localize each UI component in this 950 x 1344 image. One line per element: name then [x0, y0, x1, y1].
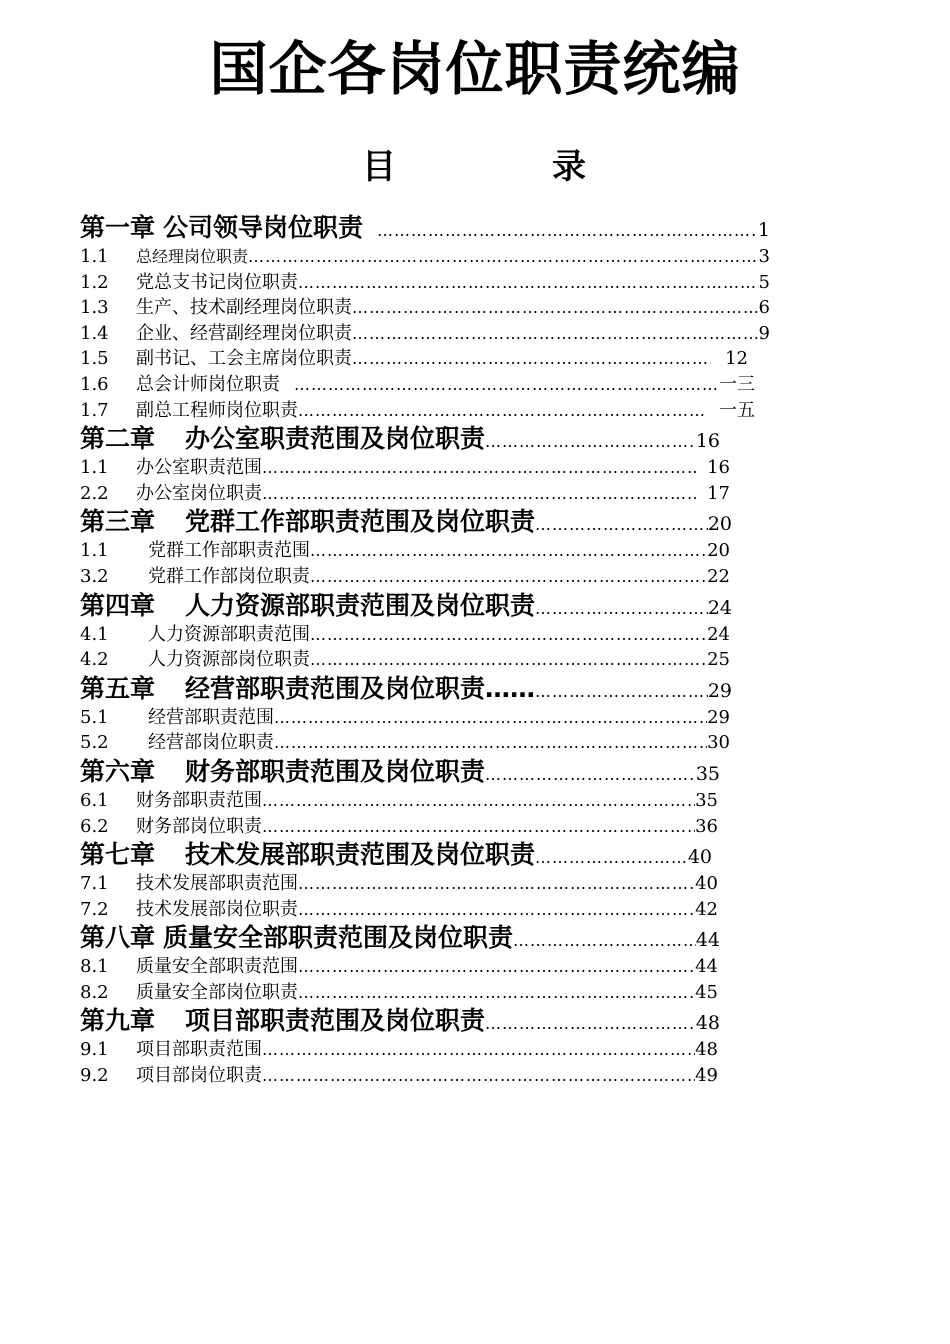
toc-page: 17 — [707, 482, 730, 504]
toc-leader — [485, 1008, 696, 1037]
toc-number: 8.1 — [80, 956, 109, 978]
toc-entry[interactable] — [80, 270, 770, 296]
toc-leader — [298, 270, 759, 296]
toc-page: 48 — [695, 1039, 718, 1061]
toc-entry[interactable] — [80, 980, 718, 1006]
toc-number: 1.7 — [80, 399, 109, 421]
toc-entry[interactable] — [80, 455, 730, 481]
toc-number: 第四章 — [80, 590, 156, 620]
toc-page: 29 — [707, 679, 732, 702]
toc-number: 9.1 — [80, 1039, 109, 1061]
toc-page: 12 — [725, 348, 748, 370]
toc-title: 技术发展部岗位职责 — [136, 898, 298, 920]
toc-page: 20 — [707, 513, 732, 536]
toc-entry[interactable] — [80, 538, 730, 564]
toc-number: 3.2 — [80, 565, 109, 587]
toc-number: 6.1 — [80, 789, 109, 811]
toc-title: 经营部职责范围 — [148, 706, 274, 728]
toc-title: 财务部职责范围及岗位职责 — [185, 756, 486, 786]
toc-leader — [535, 593, 708, 622]
toc-entry[interactable] — [80, 954, 718, 980]
toc-title: 办公室职责范围及岗位职责 — [185, 424, 486, 454]
toc-page: 40 — [695, 873, 718, 895]
toc-leader — [262, 788, 695, 814]
toc-number: 1.4 — [80, 322, 109, 344]
toc-leader — [262, 481, 697, 507]
toc-leader — [485, 426, 696, 455]
toc-entry[interactable] — [80, 647, 730, 673]
toc-entry[interactable] — [80, 295, 770, 321]
toc-chapter[interactable] — [80, 1005, 720, 1037]
toc-number: 第二章 — [80, 424, 156, 454]
toc-leader — [298, 897, 695, 923]
toc-leader — [298, 954, 695, 980]
toc-title: 财务部职责范围 — [136, 789, 262, 811]
toc-title: 党群工作部职责范围 — [148, 540, 310, 562]
toc-number: 1.6 — [80, 373, 109, 395]
toc-number: 第七章 — [80, 840, 156, 870]
toc-page: 49 — [695, 1065, 718, 1087]
toc-number: 1.1 — [80, 457, 109, 479]
toc-leader — [310, 564, 707, 590]
toc-entry[interactable] — [80, 244, 770, 270]
toc-leader — [535, 842, 688, 871]
toc-entry[interactable] — [80, 871, 718, 897]
toc-heading — [0, 145, 950, 189]
toc-entry[interactable] — [80, 705, 730, 731]
toc-entry[interactable] — [80, 398, 755, 424]
toc-page: 48 — [695, 1012, 720, 1035]
toc-page: 29 — [707, 706, 730, 728]
toc-leader — [535, 509, 708, 538]
toc-leader — [352, 321, 759, 347]
toc-chapter[interactable] — [80, 590, 732, 622]
toc-number: 4.1 — [80, 623, 109, 645]
toc-page: 35 — [695, 762, 720, 785]
toc-title: 人力资源部岗位职责 — [148, 649, 310, 671]
toc-page: 5 — [758, 271, 770, 293]
toc-leader — [262, 814, 695, 840]
toc-number: 1.2 — [80, 271, 109, 293]
toc-number: 第一章 — [80, 213, 156, 242]
toc-number: 1.3 — [80, 297, 109, 319]
toc-leader — [485, 759, 696, 788]
toc-entry[interactable] — [80, 346, 770, 372]
toc-leader — [274, 730, 707, 756]
toc-page: 30 — [707, 732, 730, 754]
toc-page: 9 — [758, 322, 770, 344]
toc-leader — [352, 346, 711, 372]
toc-title: 项目部职责范围及岗位职责 — [185, 1006, 486, 1036]
toc-title: 党总支书记岗位职责 — [136, 271, 298, 293]
toc-chapter[interactable] — [80, 922, 720, 954]
document-title: 国企各岗位职责统编 — [209, 35, 741, 103]
toc-page: 36 — [695, 815, 718, 837]
toc-number: 7.1 — [80, 873, 109, 895]
toc-title: 副书记、工会主席岗位职责 — [136, 348, 352, 370]
toc-page: 20 — [707, 540, 730, 562]
toc-leader — [535, 676, 708, 705]
toc-number: 1.1 — [80, 246, 109, 267]
toc-page: 35 — [695, 789, 718, 811]
toc-leader — [274, 705, 707, 731]
toc-page: 一三 — [719, 373, 755, 395]
toc-heading-char-2: 录 — [552, 147, 586, 187]
toc-number: 第八章 — [80, 923, 156, 953]
toc-title: 项目部职责范围 — [136, 1039, 262, 1061]
toc-page: 45 — [695, 981, 718, 1003]
toc-title: 技术发展部职责范围及岗位职责 — [185, 840, 536, 870]
toc-title: 公司领导岗位职责 — [163, 213, 364, 242]
toc-number: 2.2 — [80, 482, 109, 504]
toc-leader — [352, 295, 759, 321]
toc-entry[interactable] — [80, 730, 730, 756]
toc-number: 1.1 — [80, 540, 109, 562]
toc-heading-char-1: 目 — [362, 147, 396, 187]
toc-number: 6.2 — [80, 815, 109, 837]
toc-title: 人力资源部职责范围 — [148, 623, 310, 645]
toc-number: 1.5 — [80, 348, 109, 370]
toc-leader — [377, 215, 758, 244]
toc-title: 质量安全部职责范围及岗位职责 — [163, 923, 514, 953]
toc-leader — [310, 622, 707, 648]
toc-title: 经营部职责范围及岗位职责…… — [185, 673, 536, 703]
toc-title: 办公室岗位职责 — [136, 482, 262, 504]
toc-chapter[interactable] — [80, 839, 712, 871]
table-of-contents — [80, 212, 770, 1089]
toc-leader — [298, 398, 705, 424]
toc-title: 总经理岗位职责 — [136, 247, 249, 266]
toc-entry[interactable] — [80, 564, 730, 590]
toc-number: 9.2 — [80, 1065, 109, 1087]
toc-page: 24 — [707, 596, 732, 619]
toc-title: 党群工作部职责范围及岗位职责 — [185, 507, 536, 537]
toc-title: 项目部岗位职责 — [136, 1065, 262, 1087]
toc-number: 5.1 — [80, 706, 109, 728]
toc-chapter[interactable] — [80, 673, 732, 705]
toc-number: 第五章 — [80, 673, 156, 703]
toc-entry[interactable] — [80, 814, 718, 840]
toc-title: 党群工作部岗位职责 — [148, 565, 310, 587]
toc-entry[interactable] — [80, 788, 718, 814]
toc-chapter[interactable] — [80, 423, 720, 455]
toc-page: 3 — [758, 246, 770, 267]
toc-title: 副总工程师岗位职责 — [136, 399, 298, 421]
toc-page: 40 — [687, 846, 712, 869]
toc-number: 5.2 — [80, 732, 109, 754]
toc-chapter[interactable] — [80, 506, 732, 538]
toc-entry[interactable] — [80, 1037, 718, 1063]
toc-number: 第九章 — [80, 1006, 156, 1036]
toc-number: 8.2 — [80, 981, 109, 1003]
toc-page: 25 — [707, 649, 730, 671]
toc-entry[interactable] — [80, 897, 718, 923]
toc-leader — [310, 647, 707, 673]
toc-entry[interactable] — [80, 372, 755, 398]
toc-leader — [294, 372, 719, 398]
toc-leader — [513, 925, 696, 954]
toc-entry[interactable] — [80, 622, 730, 648]
toc-number: 第三章 — [80, 507, 156, 537]
toc-title: 技术发展部职责范围 — [136, 873, 298, 895]
toc-entry[interactable] — [80, 321, 770, 347]
toc-leader — [298, 871, 695, 897]
toc-title: 财务部岗位职责 — [136, 815, 262, 837]
toc-page: 22 — [707, 565, 730, 587]
toc-entry[interactable] — [80, 481, 730, 507]
toc-leader — [248, 244, 759, 270]
toc-number: 第六章 — [80, 756, 156, 786]
toc-title: 人力资源部职责范围及岗位职责 — [185, 590, 536, 620]
toc-page: 6 — [758, 297, 770, 319]
toc-page: 16 — [707, 457, 730, 479]
toc-title: 生产、技术副经理岗位职责 — [136, 297, 352, 319]
toc-leader — [262, 455, 697, 481]
toc-chapter[interactable] — [80, 756, 720, 788]
toc-leader — [262, 1037, 695, 1063]
toc-title: 经营部岗位职责 — [148, 732, 274, 754]
toc-leader — [298, 980, 695, 1006]
toc-page: 1 — [757, 219, 770, 241]
toc-title: 企业、经营副经理岗位职责 — [136, 322, 352, 344]
toc-title: 质量安全部职责范围 — [136, 956, 298, 978]
toc-title: 总会计师岗位职责 — [136, 373, 280, 395]
toc-page: 44 — [695, 956, 718, 978]
toc-number: 4.2 — [80, 649, 109, 671]
toc-number: 7.2 — [80, 898, 109, 920]
toc-leader — [262, 1063, 695, 1089]
toc-title: 质量安全部岗位职责 — [136, 981, 298, 1003]
toc-entry[interactable] — [80, 1063, 718, 1089]
toc-chapter[interactable] — [80, 212, 770, 244]
toc-page: 42 — [695, 898, 718, 920]
toc-page: 一五 — [719, 399, 755, 421]
toc-page: 16 — [695, 430, 720, 453]
toc-leader — [310, 538, 707, 564]
toc-page: 44 — [695, 929, 720, 952]
toc-title: 办公室职责范围 — [136, 457, 262, 479]
toc-page: 24 — [707, 623, 730, 645]
